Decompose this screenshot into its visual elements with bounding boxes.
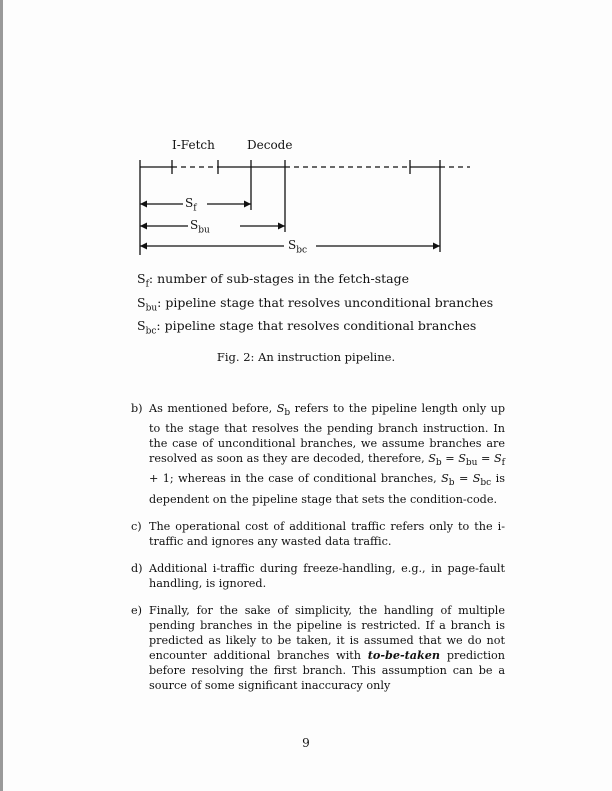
- legend-sbc-sub: bc: [145, 326, 157, 337]
- arrow-label-sbc-sym: S: [288, 238, 297, 252]
- text-run: =: [441, 452, 459, 466]
- text-run: As mentioned before,: [149, 402, 277, 415]
- list-marker: c): [131, 519, 142, 533]
- label-decode: Decode: [247, 138, 293, 152]
- text-run: Finally, for the sake of simplicity, the handling of multiple pending branches in the pipeline is restricted. If a branch is predicted as likely to be taken, it is assumed that we do not encounter additional branches with: [149, 603, 505, 662]
- legend-sf-text: : number of sub-stages in the fetch-stage: [148, 271, 409, 286]
- math-sub: f: [501, 458, 505, 469]
- assumption-list: [131, 401, 505, 705]
- arrow-label-sf-sub: f: [193, 203, 197, 214]
- list-item-text: The operational cost of additional traffic refers only to the i-traffic and ignores any wasted data traffic.: [149, 519, 505, 548]
- legend-sf-sub: f: [145, 279, 149, 290]
- legend-sbu-sym: S: [137, 294, 146, 310]
- legend-sbc-sym: S: [137, 318, 146, 333]
- math-sub: bu: [465, 458, 478, 469]
- legend-sbc: [137, 317, 493, 341]
- math-sub: b: [448, 478, 455, 489]
- math-sym: S: [458, 452, 466, 466]
- list-item-text: Additional i-traffic during freeze-handling, e.g., in page-fault handling, is ignored.: [149, 561, 505, 590]
- list-item-c: [131, 519, 505, 549]
- text-run: is dependent on the pipeline stage that sets the condition-code.: [149, 472, 505, 506]
- text-run: prediction before resolving the first branch. This assumption can be a source of some significant inaccuracy only: [149, 648, 505, 692]
- list-item-d: [131, 561, 505, 591]
- math-sub: b: [435, 458, 442, 469]
- arrow-label-sbu: [190, 218, 210, 235]
- legend-sf-sym: S: [137, 271, 146, 286]
- legend-sbu: [137, 294, 493, 318]
- text-run: refers to the pipeline length only up to the stage that resolves the pending branch instruction. In the case of unconditional branches, we assume branches are resolved as soon as they are decoded, therefore,: [149, 402, 505, 466]
- list-item-text: [149, 401, 505, 507]
- math-sym: S: [493, 452, 502, 466]
- figure-caption: Fig. 2: An instruction pipeline.: [216, 350, 396, 364]
- math-sym: S: [428, 452, 436, 466]
- list-marker: b): [131, 402, 143, 415]
- legend-sbc-text: : pipeline stage that resolves conditional branches: [156, 318, 477, 333]
- arrow-label-sbc-sub: bc: [296, 245, 308, 256]
- list-item-text: [149, 603, 505, 693]
- math-sub: b: [284, 408, 291, 419]
- page-number: 9: [302, 736, 310, 750]
- math-sym: S: [276, 402, 285, 415]
- legend-sbu-sub: bu: [145, 303, 158, 313]
- list-item-e: [131, 603, 505, 693]
- list-marker: e): [131, 603, 142, 617]
- math-sym: S: [441, 472, 449, 486]
- arrow-label-sbu-sub: bu: [198, 225, 210, 236]
- text-run: + 1; whereas in the case of conditional branches,: [149, 472, 442, 486]
- text-run: =: [454, 472, 473, 486]
- legend-sf: [137, 270, 493, 294]
- text-run: =: [477, 452, 494, 466]
- list-item-b: [131, 401, 505, 507]
- math-sub: bc: [480, 478, 492, 489]
- label-ifetch: I-Fetch: [172, 138, 215, 152]
- legend-sbu-text: : pipeline stage that resolves unconditional branches: [157, 294, 494, 310]
- emphasis-text: to-be-taken: [367, 647, 441, 662]
- figure-legend: [137, 270, 493, 341]
- arrow-label-sbu-sym: S: [190, 218, 199, 232]
- list-marker: d): [131, 561, 143, 575]
- math-sym: S: [472, 472, 481, 486]
- arrow-label-sf: [185, 196, 197, 213]
- arrow-label-sbc: [288, 238, 307, 255]
- arrow-label-sf-sym: S: [185, 196, 194, 210]
